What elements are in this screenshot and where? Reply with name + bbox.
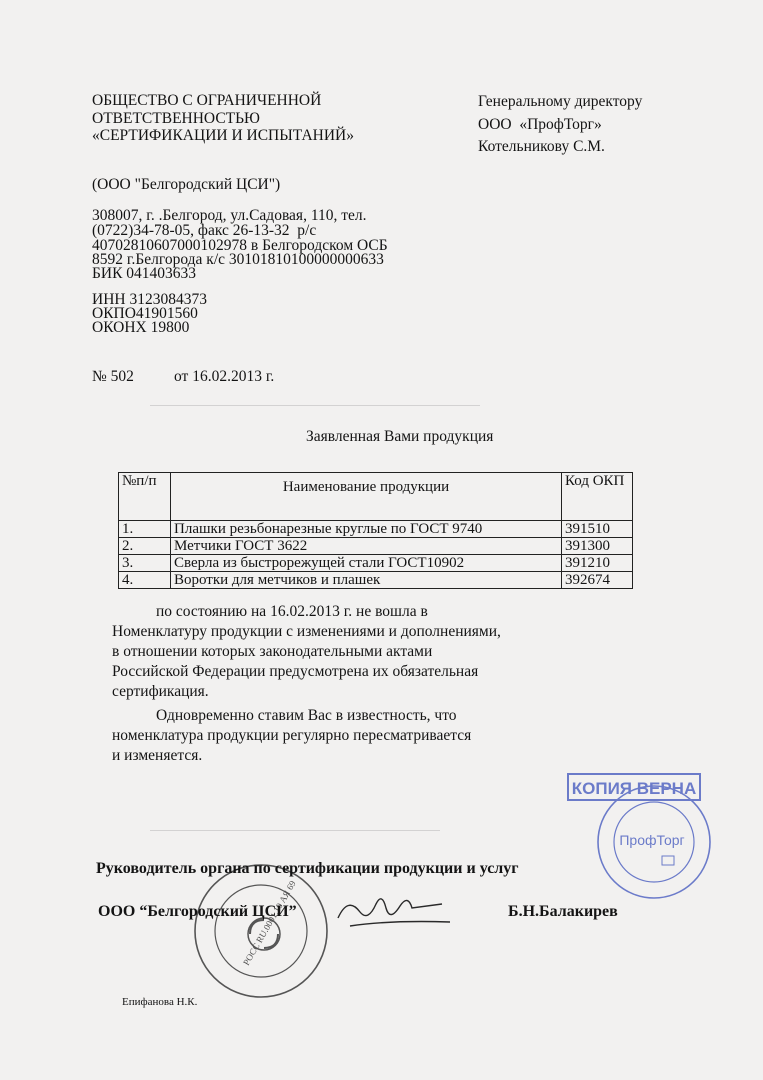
body-line-5: сертификация.	[112, 683, 209, 700]
row-code: 392674	[562, 572, 633, 589]
row-number: 4.	[119, 572, 171, 589]
sender-org-line-1: ОБЩЕСТВО С ОГРАНИЧЕННОЙ	[92, 92, 322, 109]
table-header-row	[119, 473, 633, 521]
header-number: №п/п	[119, 473, 171, 521]
row-number: 3.	[119, 555, 171, 572]
recipient-line-3: Котельникову С.М.	[478, 138, 605, 155]
table-row	[119, 572, 633, 589]
sender-address-line-3: 40702810607000102978 в Белгородском ОСБ	[92, 237, 388, 254]
table-row	[119, 538, 633, 555]
sender-address-line-4: 8592 г.Белгорода к/с 30101810100000000633	[92, 251, 384, 268]
table-caption: Заявленная Вами продукция	[306, 428, 494, 445]
row-number: 1.	[119, 521, 171, 538]
sender-org-line-3: «СЕРТИФИКАЦИИ И ИСПЫТАНИЙ»	[92, 127, 354, 144]
body-line-2: Номенклатуру продукции с изменениями и дополнениями,	[112, 623, 501, 640]
sender-inn: ИНН 3123084373	[92, 291, 207, 308]
recipient-line-1: Генеральному директору	[478, 93, 643, 110]
round-certification-stamp	[192, 862, 330, 1000]
copy-stamp-text: КОПИЯ ВЕРНА	[571, 779, 697, 798]
row-product: Сверла из быстрорежущей стали ГОСТ10902	[171, 555, 562, 572]
sender-address-line-1: 308007, г. .Белгород, ул.Садовая, 110, тел.	[92, 207, 367, 224]
row-code: 391210	[562, 555, 633, 572]
signoff-org: ООО “Белгородский ЦСИ”	[98, 903, 297, 920]
header-product-name: Наименование продукции	[171, 473, 562, 521]
sender-okonh: ОКОНХ 19800	[92, 319, 190, 336]
round-stamp-registration: РОСС RU.0001.10 АЯ 69	[241, 878, 298, 967]
row-code: 391510	[562, 521, 633, 538]
row-product: Воротки для метчиков и плашек	[171, 572, 562, 589]
table-row	[119, 521, 633, 538]
signoff-position: Руководитель органа по сертификации продукции и услуг	[96, 860, 519, 877]
row-number: 2.	[119, 538, 171, 555]
copy-certified-stamp	[566, 770, 718, 900]
body-line-8: и изменяется.	[112, 747, 203, 764]
row-code: 391300	[562, 538, 633, 555]
body-line-4: Российской Федерации предусмотрена их обязательная	[112, 663, 479, 680]
header-okp-code: Код ОКП	[562, 473, 633, 521]
signature	[330, 888, 460, 938]
row-product: Плашки резьбонарезные круглые по ГОСТ 9740	[171, 521, 562, 538]
signoff-name: Б.Н.Балакирев	[508, 903, 618, 920]
executor-name: Епифанова Н.К.	[122, 996, 198, 1008]
table-row	[119, 555, 633, 572]
bleed-through-line	[150, 405, 480, 406]
product-table	[118, 472, 633, 589]
letter-number: № 502	[92, 368, 134, 385]
sender-org-line-2: ОТВЕТСТВЕННОСТЬЮ	[92, 110, 260, 127]
letter-date: от 16.02.2013 г.	[174, 368, 275, 385]
sender-address-line-2: (0722)34-78-05, факс 26-13-32 р/с	[92, 222, 317, 239]
sender-address-line-5: БИК 041403633	[92, 265, 197, 282]
body-line-3: в отношении которых законодательными актами	[112, 643, 433, 660]
recipient-line-2: ООО «ПрофТорг»	[478, 116, 602, 133]
sender-okpo: ОКПО41901560	[92, 305, 198, 322]
bleed-through-line	[150, 830, 440, 831]
row-product: Метчики ГОСТ 3622	[171, 538, 562, 555]
body-line-1: по состоянию на 16.02.2013 г. не вошла в	[156, 603, 428, 620]
body-line-6: Одновременно ставим Вас в известность, что	[156, 707, 457, 724]
copy-stamp-logo: ПрофТорг	[619, 832, 685, 848]
sender-short-name: (ООО "Белгородский ЦСИ")	[92, 176, 281, 193]
body-line-7: номенклатура продукции регулярно пересматривается	[112, 727, 472, 744]
